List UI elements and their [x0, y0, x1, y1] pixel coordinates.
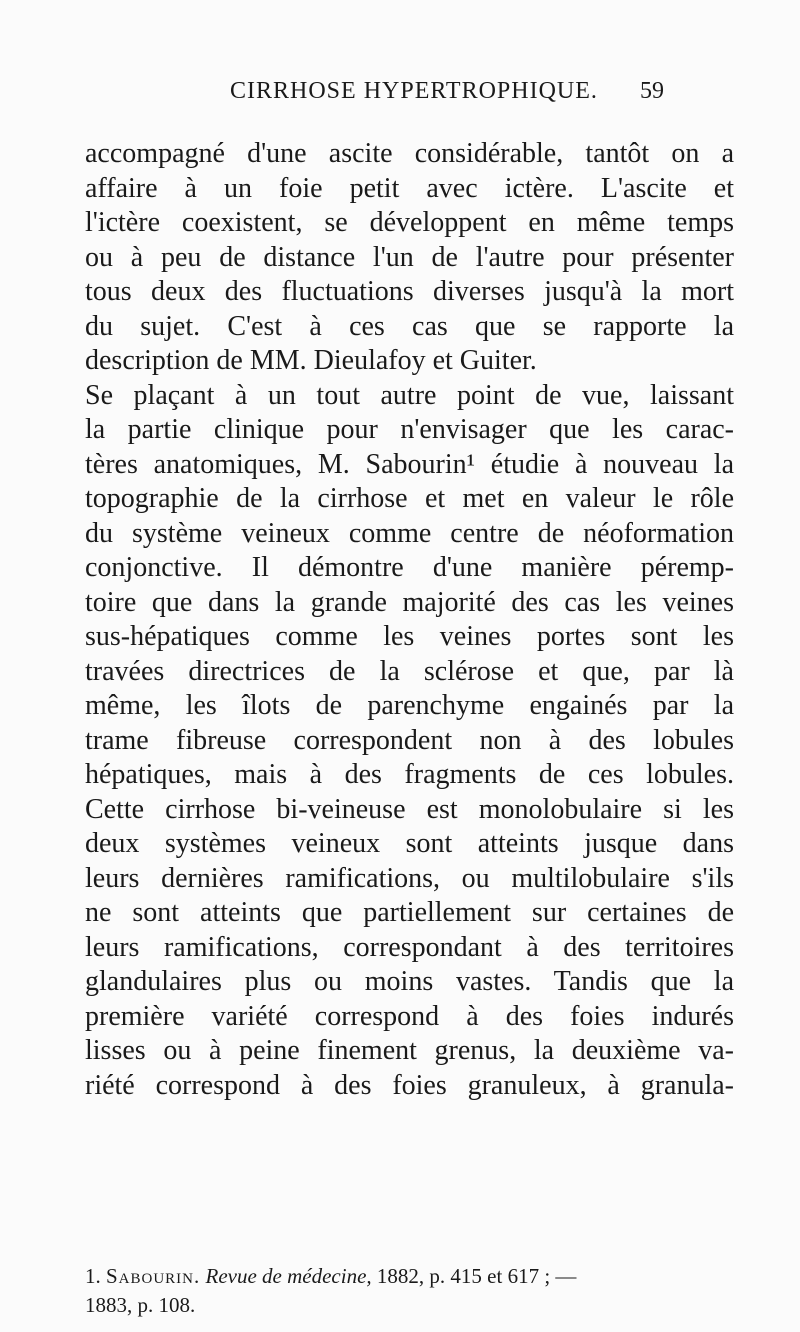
text-line: même, les îlots de parenchyme engainés par la: [85, 690, 734, 721]
footnote-reference: 1882, p. 415 et 617 ; —: [376, 1264, 577, 1288]
text-line: ne sont atteints que partiellement sur certaines de: [85, 897, 734, 928]
text-line: glandulaires plus ou moins vastes. Tandis que la: [85, 966, 734, 997]
text-line: topographie de la cirrhose et met en valeur le rôle: [85, 483, 734, 514]
text-line: toire que dans la grande majorité des cas les veines: [85, 586, 734, 618]
text-line: l'ictère coexistent, se développent en même temps: [85, 207, 734, 238]
text-line: trame fibreuse correspondent non à des lobules: [85, 724, 734, 756]
text-line: Cette cirrhose bi-veineuse est monolobulaire si les: [85, 793, 734, 825]
text-line: accompagné d'une ascite considérable, tantôt on a: [85, 138, 734, 169]
footnote-marker: 1.: [85, 1264, 101, 1288]
text-line: tous deux des fluctuations diverses jusqu'à la mort: [85, 276, 734, 307]
text-line: tères anatomiques, M. Sabourin¹ étudie à nouveau la: [85, 448, 734, 480]
text-line: lisses ou à peine finement grenus, la deuxième va-: [85, 1035, 734, 1066]
text-line: du sujet. C'est à ces cas que se rapporte la: [85, 310, 734, 342]
text-line: sus-hépatiques comme les veines portes sont les: [85, 621, 734, 652]
page-number: 59: [640, 78, 664, 104]
text-line: hépatiques, mais à des fragments de ces lobules.: [85, 759, 734, 790]
text-line: ou à peu de distance l'un de l'autre pour présenter: [85, 241, 734, 273]
text-line: deux systèmes veineux sont atteints jusque dans: [85, 828, 734, 859]
footnote-line: [85, 1262, 734, 1291]
text-line: Se plaçant à un tout autre point de vue, laissant: [85, 379, 734, 411]
footnote: [85, 1262, 734, 1320]
footnote-continuation: 1883, p. 108.: [85, 1293, 196, 1317]
text-line: première variété correspond à des foies indurés: [85, 1000, 734, 1032]
text-line: affaire à un foie petit avec ictère. L'ascite et: [85, 172, 734, 204]
text-line: du système veineux comme centre de néoformation: [85, 517, 734, 549]
footnote-author: Sabourin.: [106, 1264, 201, 1288]
text-line: conjonctive. Il démontre d'une manière péremp-: [85, 552, 734, 583]
text-line: description de MM. Dieulafoy et Guiter.: [85, 345, 537, 376]
text-line: riété correspond à des foies granuleux, à granula-: [85, 1069, 734, 1101]
body-text: [85, 137, 734, 1103]
text-line: leurs ramifications, correspondant à des territoires: [85, 931, 734, 963]
text-line: travées directrices de la sclérose et que, par là: [85, 655, 734, 687]
running-header: CIRRHOSE HYPERTROPHIQUE.: [230, 78, 598, 104]
text-line: leurs dernières ramifications, ou multilobulaire s'ils: [85, 862, 734, 894]
footnote-journal: Revue de médecine,: [205, 1264, 372, 1288]
text-line: la partie clinique pour n'envisager que les carac-: [85, 414, 734, 445]
